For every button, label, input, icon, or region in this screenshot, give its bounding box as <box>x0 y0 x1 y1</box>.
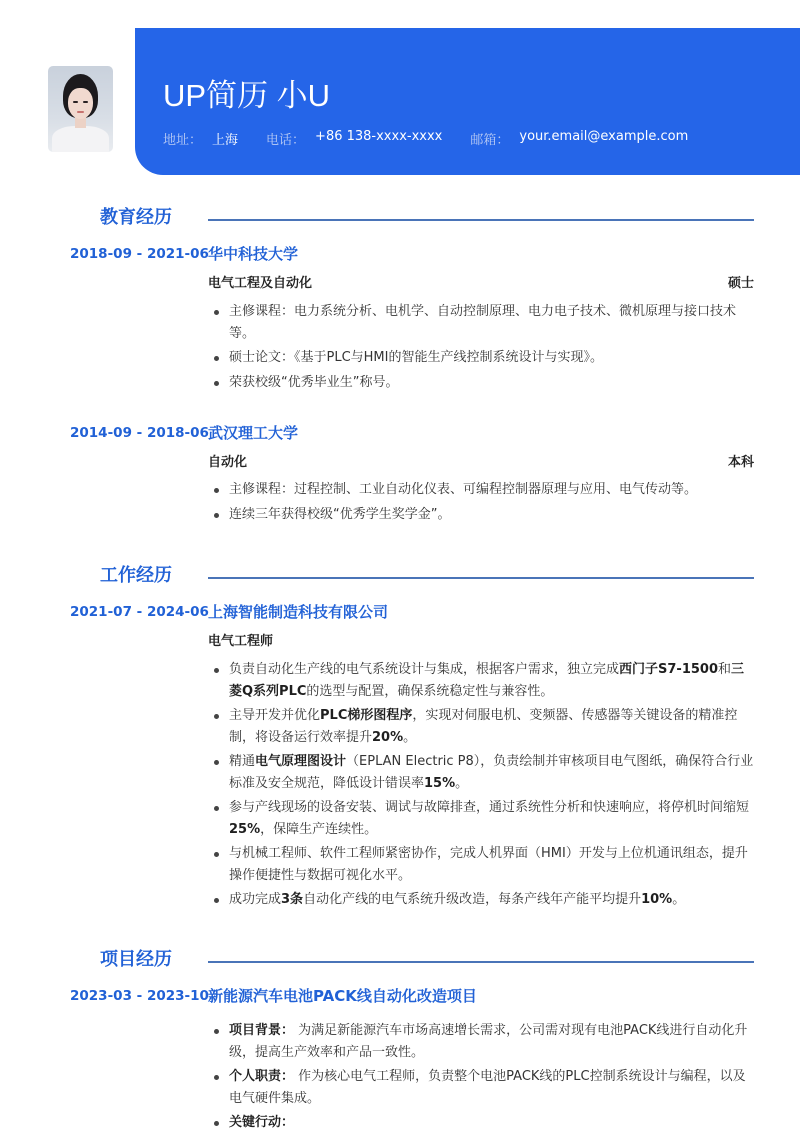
list-item: 主修课程：电力系统分析、电机学、自动控制原理、电力电子技术、微机原理与接口技术等。 <box>208 301 756 344</box>
contact-email <box>470 129 688 148</box>
project-name: 新能源汽车电池PACK线自动化改造项目 <box>208 987 477 1005</box>
section-divider <box>208 219 754 221</box>
section-divider <box>208 577 754 579</box>
contact-label: 地址： <box>163 133 203 148</box>
body-text: （EPLAN Electric P8），负责绘制并审核项目电气图纸，确保符合行业标准及安全规范，降低设计错误率 <box>229 754 754 791</box>
body-text: 。 <box>672 892 686 907</box>
body-text: 。 <box>455 775 469 791</box>
list-item: 主修课程：过程控制、工业自动化仪表、可编程控制器原理与应用、电气传动等。 <box>208 479 756 501</box>
school-name: 华中科技大学 <box>208 245 299 263</box>
highlight-text: 20% <box>372 729 404 745</box>
body-text: ，保障生产连续性。 <box>260 821 378 837</box>
highlight-text: 三菱Q系列PLC <box>229 662 745 699</box>
entry-date: 2014-09 - 2018-06 <box>70 425 209 441</box>
list-item <box>208 1066 756 1109</box>
contact-label: 电话： <box>266 133 306 148</box>
list-item <box>208 705 756 748</box>
body-text: 参与产线现场的设备安装、调试与故障排查，通过系统性分析和快速响应，将停机时间缩短 <box>229 800 750 815</box>
degree: 本科 <box>727 455 754 470</box>
contact-address <box>163 129 238 148</box>
entry-date: 2018-09 - 2021-06 <box>70 246 209 262</box>
body-text: 自动化产线的电气系统升级改造，每条产线年产能平均提升 <box>303 892 642 907</box>
job-role <box>208 633 754 651</box>
list-item: 硕士论文：《基于PLC与HMI的智能生产线控制系统设计与实现》。 <box>208 347 756 369</box>
list-item <box>208 1020 756 1063</box>
list-item <box>208 751 756 794</box>
education-bullets <box>208 301 756 396</box>
company-name: 上海智能制造科技有限公司 <box>208 603 389 621</box>
bullet-label: 项目背景： <box>229 1023 295 1038</box>
major: 自动化 <box>208 455 248 470</box>
highlight-text: 西门子S7-1500 <box>619 662 719 677</box>
contact-value: +86 138-xxxx-xxxx <box>315 129 443 144</box>
profile-photo <box>48 66 113 152</box>
role-title: 电气工程师 <box>208 634 274 649</box>
highlight-text: 15% <box>424 775 456 791</box>
body-text: 。 <box>403 729 417 745</box>
degree: 硕士 <box>727 276 754 291</box>
body-text: 作为核心电气工程师，负责整个电池PACK线的PLC控制系统设计与编程，以及电气硬件集成。 <box>229 1069 746 1106</box>
candidate-name: UP简历 小U <box>163 78 331 113</box>
list-item <box>208 889 756 911</box>
bullet-label: 个人职责： <box>229 1069 295 1084</box>
bullet-label: 关键行动： <box>229 1115 295 1130</box>
body-text: 负责自动化生产线的电气系统设计与集成，根据客户需求，独立完成 <box>229 662 620 677</box>
section-title-work: 工作经历 <box>100 565 172 586</box>
contact-label: 邮箱： <box>470 133 510 148</box>
section-title-projects: 项目经历 <box>100 949 172 970</box>
body-text: 和 <box>718 662 732 677</box>
highlight-text: PLC梯形图程序 <box>320 708 413 723</box>
body-text: 成功完成 <box>229 892 282 907</box>
contact-info <box>163 129 716 148</box>
list-item <box>208 843 756 886</box>
major: 电气工程及自动化 <box>208 276 313 291</box>
entry-date: 2021-07 - 2024-06 <box>70 604 209 620</box>
photo-face <box>68 88 93 119</box>
photo-eye <box>73 101 78 103</box>
section-title-education: 教育经历 <box>100 207 172 228</box>
body-text: 精通 <box>229 754 256 769</box>
entry-date: 2023-03 - 2023-10 <box>70 988 209 1004</box>
body-text: 为满足新能源汽车市场高速增长需求，公司需对现有电池PACK线进行自动化升级，提高生产效率和产品一致性。 <box>229 1023 748 1060</box>
body-text: 与机械工程师、软件工程师紧密协作，完成人机界面（HMI）开发与上位机通讯组态，提升操作便捷性与数据可视化水平。 <box>229 846 748 883</box>
list-item <box>208 797 756 840</box>
highlight-text: 10% <box>641 892 673 907</box>
education-subheader <box>208 454 754 472</box>
work-bullets <box>208 659 756 914</box>
body-text: 主导开发并优化 <box>229 708 321 723</box>
contact-phone <box>266 129 442 148</box>
school-name: 武汉理工大学 <box>208 424 299 442</box>
photo-mouth <box>77 111 84 113</box>
body-text: ，实现对伺服电机、变频器、传感器等关键设备的精准控制，将设备运行效率提升 <box>229 708 738 745</box>
list-item: 连续三年获得校级“优秀学生奖学金”。 <box>208 504 756 526</box>
contact-value: your.email@example.com <box>519 129 689 144</box>
contact-value: 上海 <box>212 133 239 148</box>
body-text: 的选型与配置，确保系统稳定性与兼容性。 <box>306 683 554 699</box>
project-bullets <box>208 1020 756 1130</box>
list-item: 荣获校级“优秀毕业生”称号。 <box>208 372 756 394</box>
highlight-text: 25% <box>229 821 261 837</box>
list-item <box>208 659 756 702</box>
education-subheader <box>208 275 754 293</box>
photo-eye <box>83 101 88 103</box>
highlight-text: 3条 <box>281 892 304 907</box>
highlight-text: 电气原理图设计 <box>255 754 347 769</box>
photo-body <box>52 126 109 152</box>
list-item <box>208 1112 756 1130</box>
education-bullets <box>208 479 756 528</box>
section-divider <box>208 961 754 963</box>
